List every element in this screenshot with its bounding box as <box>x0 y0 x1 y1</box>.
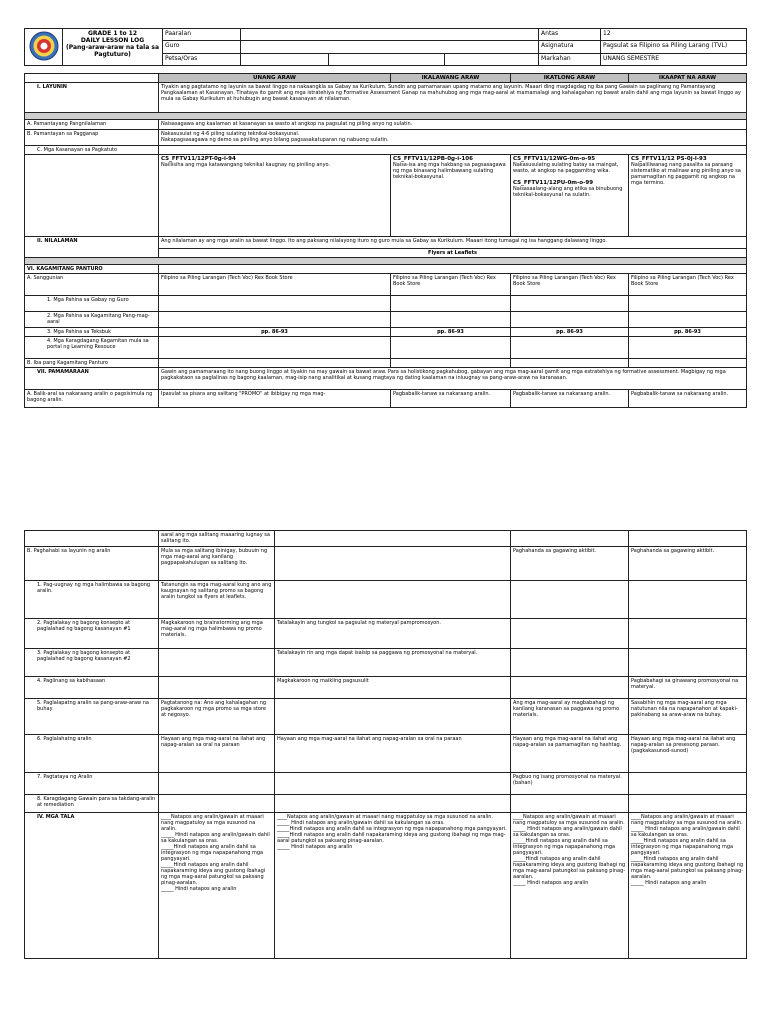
layunin-label: I. LAYUNIN <box>25 83 159 113</box>
kasanayan-row <box>25 155 747 237</box>
kasanayan-code-3b: CS_FFTV11/12PU-0m-o-99 <box>513 180 594 186</box>
pag-uugnay-label: 1. Pag-uugnay ng mga halimbawa sa bagong aralin. <box>25 581 159 619</box>
pagganap-line-1: Nakasusulat ng 4-6 piling sulating teknikal-bokasyunal. <box>161 131 300 137</box>
field-label-paaralan: Paaralan <box>163 29 241 41</box>
kasanayan-text-3: Nakasusulatng sulating batay sa maingat, wasto, at angkop na paggamitng wika. <box>513 162 619 174</box>
kasanayan-text-3b: Naisasaalang-alang ang etika sa binubuong teknikal-bokasyunal na sulatin. <box>513 186 623 198</box>
field-value-petsa-1[interactable] <box>241 53 329 65</box>
field-value-antas[interactable]: 12 <box>601 29 747 41</box>
balik-aral-cell-2: Pagbabalik-tanaw sa nakaraang aralin. <box>391 390 511 408</box>
paghahabi-cell-4: Paghahanda sa gagawing aktibit. <box>629 547 747 581</box>
layunin-row <box>25 83 747 113</box>
kasanayan-text-4: Naipaliliwanag nang pasalita sa paraang sistematiko at malinaw ang piniling anyo sa pamamagitan ng paggamit ng angkop na mga termino. <box>631 162 741 186</box>
teksbuk-cell-4: pp. 86-93 <box>629 328 747 337</box>
grey-spacer-1 <box>25 113 747 120</box>
kasanayan-cell-1 <box>159 155 391 237</box>
day-header-row <box>25 74 747 83</box>
karagdagang-kagamitan-row <box>25 337 747 359</box>
karagdagang-kagamitan-label: 4. Mga Karagdagang Kagamitan mula sa portal ng Learning Resouce <box>25 337 159 359</box>
kasanayan-code-1: CS_FFTV11/12PT-0g-i-94 <box>161 156 236 162</box>
pahina-kagamitang-row <box>25 312 747 328</box>
kasanayan-text-1: Nailiisiha ang mga katawangang teknikal kaugnay ng piniling anyo. <box>161 162 331 168</box>
pamamaraan-text: Gawin ang pamamaraang ito nang buong linggo at tiyakin na may gawain sa bawat araw. Para sa holistikong pagkahubog, gabayan ang mga mag-aaral gamit ang mga estratehiya ng formative assessment. Magbigay ng mga pagkakataon sa paglalinas ng bagong kaalaman, mag-isip nang analitikal at kusang magtaya ng dating kaalaman na iniuugnay sa pang-araw-araw na karanasan. <box>159 368 747 390</box>
pagtalakay-2-cell-2: Tatalakayin rin ang mga dapat isaisip sa paggawa ng promosyonal na materyal. <box>275 649 511 677</box>
teksbuk-cell-2: pp. 86-93 <box>391 328 511 337</box>
kasanayan-code-2: CS_FFTV11/12PB-0g-i-106 <box>393 156 473 162</box>
day-header-1: UNANG ARAW <box>159 74 391 83</box>
paglalapat-cell-1: Pagtatanong na: Ano ang kahalagahan ng pagkakaroon ng mga promo sa mga store at negosyo. <box>159 699 275 735</box>
continued-row <box>25 531 747 547</box>
sanggunian-cell-3: Filipino sa Piling Larangan (Tech Voc) Rex Book Store <box>511 274 629 296</box>
iba-pang-label: B. Iba pang Kagamitang Panturo <box>25 359 159 368</box>
paglinang-cell-4: Pagbabahagi sa ginawang promosyonal na materyal. <box>629 677 747 699</box>
field-value-asignatura[interactable]: Pagsulat sa Filipino sa Piling Larang (TVL) <box>601 41 747 53</box>
paghahabi-cell-1: Mula sa mga salitang ibinigay, bubuuin ng mga mag-aaral ang kanilang pagpapakahulugan sa salitang ito. <box>159 547 275 581</box>
sanggunian-row <box>25 274 747 296</box>
sanggunian-cell-1: Filipino sa Piling Larangan (Tech Voc) Rex Book Store <box>159 274 391 296</box>
paglalahat-cell-3: Hayaan ang mga mag-aaral na ilahat ang napag-aralan sa pamamagitan ng hashtag. <box>511 735 629 773</box>
field-label-antas: Antas <box>539 29 601 41</box>
sanggunian-cell-2: Filipino sa Piling Larangan (Tech Voc) Rex Book Store <box>391 274 511 296</box>
paglalapat-cell-3: Ang mga mag-aaral ay magbabahagi ng kanilang karanasan sa paggawa ng promo materials. <box>511 699 629 735</box>
paglalahat-cell-4: Hayaan ang mga mag-aaral na ilahat ang napag-aralan sa presesong paraan. (pagkakasunod-sunod) <box>629 735 747 773</box>
field-label-guro: Guro <box>163 41 241 53</box>
mga-tala-cell-1: ____Natapos ang aralin/gawain at maaari nang magpatuloy sa mga susunod na aralin. _____ Hindi natapos ang aralin/gawain dahil sa kakulangan sa oras. _____Hindi natapos ang aralin dahil sa integrasyon ng mga napapanahong mga pangyayari. _____Hindi natapos ang aralin dahil napakaraming ideya ang gustong ibahagi ng mga mag-aaral patungkol sa paksang pinag-aaralan. _____ Hindi natapos ang aralin <box>159 813 275 959</box>
karagdagang-gawain-label: 8. Karagdagang Gawain para sa takdang-aralin at remediation <box>25 795 159 813</box>
day-header-4: IKAAPAT NA ARAW <box>629 74 747 83</box>
deped-seal-logo <box>25 29 63 66</box>
pamantayan-pagganap-row <box>25 130 747 146</box>
field-value-markahan[interactable]: UNANG SEMESTRE <box>601 53 747 65</box>
pahina-kagamitang-label: 2. Mga Pahina sa Kagamitang Pang-mag-aaral <box>25 312 159 328</box>
field-value-paaralan[interactable] <box>241 29 539 41</box>
balik-aral-cell-1: Ipasulat sa pisara ang salitang "PROMO" at ibibigay ng mga mag- <box>159 390 391 408</box>
kasanayan-cell-2 <box>391 155 511 237</box>
mga-tala-label: IV. MGA TALA <box>25 813 159 959</box>
pahina-teksbuk-label: 3. Mga Pahina sa Teksbuk <box>25 328 159 337</box>
lesson-table-page2 <box>24 530 747 959</box>
lesson-table-page1 <box>24 73 747 408</box>
header-table <box>24 28 747 66</box>
pagtataya-cell-3: Pagbuo ng isang promosyonal na materyal. (bahan) <box>511 773 629 795</box>
log-subtitle: (Pang-araw-araw na tala sa Pagtuturo) <box>65 44 159 58</box>
kasanayan-code-3: CS_FFTV11/12WG-0m-o-95 <box>513 156 596 162</box>
teksbuk-cell-3: pp. 86-93 <box>511 328 629 337</box>
mga-tala-cell-2: ____Natapos ang aralin/gawain at maaari nang magpatuloy sa mga susunod na aralin. _____ Hindi natapos ang aralin/gawain dahil sa kakulangan sa oras. _____Hindi natapos ang aralin dahil sa integrasyon ng mga napapanahong mga pangyayari. _____Hindi natapos ang aralin dahil napakaraming ideya ang gustong ibahagi ng mga mag-aaral patungkol sa paksang pinag-aaralan. _____ Hindi natapos ang aralin <box>275 813 511 959</box>
sanggunian-label: A. Sanggunian <box>25 274 159 296</box>
pag-uugnay-cell-1: Tatanungin sa mga mag-aaral kung ano ang kaugnayan ng salitang promo sa bagong aralin tungkol sa flyers at leaflets. <box>159 581 275 619</box>
teksbuk-cell-1: pp. 86-93 <box>159 328 391 337</box>
field-label-markahan: Markahan <box>539 53 601 65</box>
pagtalakay-1-cell-1: Magkakaroon ng brainstorming ang mga mag-aaral ng mga halimbawa ng promo materials. <box>159 619 275 649</box>
log-title: DAILY LESSON LOG <box>80 37 145 44</box>
paglinang-cell-2: Magkakaroon ng maikling pagsusulit <box>275 677 511 699</box>
seal-icon <box>29 31 59 61</box>
day-header-3: IKATLONG ARAW <box>511 74 629 83</box>
paghahabi-cell-2 <box>275 547 511 581</box>
dll-page-2 <box>24 530 746 980</box>
nilalaman-label: II. NILALAMAN <box>25 237 159 258</box>
balik-aral-cell-4: Pagbabalik-tanaw sa nakaraang aralin. <box>629 390 747 408</box>
pamantayan-pangnilalaman-text: Naisasagawa ang kaalaman at kasanayan sa wasto at angkop na pagsulat ng piling anyo ng sulatin. <box>159 120 747 130</box>
kasanayan-cell-4 <box>629 155 747 237</box>
pagtataya-label: 7. Pagtataya ng Aralin <box>25 773 159 795</box>
paghahabi-cell-3: Paghahanda sa gagawing aktibit. <box>511 547 629 581</box>
pahina-teksbuk-row <box>25 328 747 337</box>
mga-tala-cell-3: ____Natapos ang aralin/gawain at maaari nang magpatuloy sa mga susunod na aralin. _____ Hindi natapos ang aralin/gawain dahil sa kakulangan sa oras. _____Hindi natapos ang aralin dahil sa integrasyon ng mga napapanahong mga pangyayari. _____Hindi natapos ang aralin dahil napakaraming ideya ang gustong ibahagi ng mga mag-aaral patungkol sa paksang pinag-aaralan. _____ Hindi natapos ang aralin <box>511 813 629 959</box>
paglinang-label: 4. Paglinang sa kabihasaan <box>25 677 159 699</box>
iba-pang-row <box>25 359 747 368</box>
nilalaman-topic: Flyers at Leaflets <box>159 249 747 258</box>
pagtalakay-2-label: 3. Pagtalakay ng bagong konsepto at paglalahad ng bagong kasanayan #2 <box>25 649 159 677</box>
continued-cell-1: aaral ang mga salitang maaaring iugnay sa salitang ito. <box>159 531 275 547</box>
pamamaraan-label: VII. PAMAMARAAN <box>25 368 159 390</box>
paglalapat-label: 5. Paglalapatng aralin sa pang-araw-araw na buhay <box>25 699 159 735</box>
sanggunian-cell-4: Filipino sa Piling Larangan (Tech Voc) Rex Book Store <box>629 274 747 296</box>
pagganap-line-2: Nakapagsasagawa ng demo sa piniling anyo bilang pagsasakatuparan ng nabuong sulatin. <box>161 137 389 143</box>
kagamitang-label: VI. KAGAMITANG PANTURO <box>25 265 159 274</box>
paglinang-row <box>25 677 747 699</box>
grey-spacer-2 <box>25 258 747 265</box>
paglalapat-row <box>25 699 747 735</box>
field-label-petsa: Petsa/Oras <box>163 53 241 65</box>
paglalahat-row <box>25 735 747 773</box>
dll-page-1 <box>24 28 746 454</box>
pamamaraan-row <box>25 368 747 390</box>
kasanayan-code-4: CS_FFTV11/12 PS-0j-l-93 <box>631 156 707 162</box>
paghahabi-row <box>25 547 747 581</box>
field-label-asignatura: Asignatura <box>539 41 601 53</box>
karagdagang-gawain-row <box>25 795 747 813</box>
kasanayan-label-row <box>25 146 747 155</box>
paghahabi-label: B. Paghahabi sa layunin ng aralin <box>25 547 159 581</box>
nilalaman-text: Ang nilalaman ay ang mga aralin sa bawat linggo. Ito ang paksang nilalayong ituro ng guro mula sa Gabay sa Kurikulum. Maaari itong tumagal ng isa hanggang dalawang linggo. <box>159 237 747 249</box>
field-value-guro[interactable] <box>241 41 539 53</box>
pag-uugnay-row <box>25 581 747 619</box>
day-header-2: IKALAWANG ARAW <box>391 74 511 83</box>
paglalapat-cell-4: Sasabihin ng mga mag-aaral ang mga natutunan nila na napapanahon at kapaki-pakinabang sa araw-araw na buhay. <box>629 699 747 735</box>
pamantayan-pangnilalaman-label: A. Pamantayang Pangnilalaman <box>25 120 159 130</box>
mga-tala-cell-4: ____Natapos ang aralin/gawain at maaari nang magpatuloy sa mga susunod na aralin. _____ Hindi natapos ang aralin/gawain dahil sa kakulangan sa oras. _____Hindi natapos ang aralin dahil sa integrasyon ng mga napapanahong mga pangyayari. _____Hindi natapos ang aralin dahil napakaraming ideya ang gustong ibahagi ng mga mag-aaral patungkol sa paksang pinag-aaralan. _____ Hindi natapos ang aralin <box>629 813 747 959</box>
kagamitang-row <box>25 265 747 274</box>
layunin-text: Tiyakin ang pagtatamo ng layunin sa bawat linggo na nakaangkla sa Gabay sa Kurikulum. Sundin ang pamamaraan upang matamo ang layunin. Maaari ding magdagdag ng iba pang Gawain sa paglinang ng Pamantayang Pangkaalaman at Kasanayan. Tinataya ito gamit ang mga istratehiya ng Formative Assessment Ganap na mahuhubog ang mga mag-aaral at mamamalagi ang kahalagahan ng bawat aralin dahil ang mga layunin sa bawat linggo ay mula sa Gabay Kurikulum at huhubugin ang bawat kasanayan at nilalaman. <box>159 83 747 113</box>
grade-title: GRADE 1 to 12 <box>87 30 138 37</box>
field-value-petsa-3[interactable] <box>445 53 539 65</box>
pagtalakay-1-cell-2: Tatalakayin ang tungkol sa pagsulat ng materyal pampromosyon. <box>275 619 511 649</box>
pagtalakay-1-row <box>25 619 747 649</box>
dll-title-block <box>63 29 163 66</box>
kasanayan-label: C. Mga Kasanayan sa Pagkatuto <box>25 146 159 155</box>
paglalahat-cell-2: Hayaan ang mga mag-aaral na ilahat ang napag-aralan sa oral na paraan <box>275 735 511 773</box>
balik-aral-row <box>25 390 747 408</box>
mga-tala-row <box>25 813 747 959</box>
balik-aral-label: A. Balik-aral sa nakaraang aralin o pagsisimula ng bagong aralin. <box>25 390 159 408</box>
pagtalakay-2-row <box>25 649 747 677</box>
pagtataya-row <box>25 773 747 795</box>
pamantayan-pangnilalaman-row <box>25 120 747 130</box>
kasanayan-cell-3 <box>511 155 629 237</box>
pahina-gabay-label: 1. Mga Pahina sa Gabay ng Guro <box>25 296 159 312</box>
pagtalakay-1-label: 2. Pagtalakay ng bagong konsepto at paglalahad ng bagong kasanayan #1 <box>25 619 159 649</box>
kasanayan-text-2: Naisa-isa ang mga hakbang sa pagsasagawa ng mga binasang halimbawang sulating teknikal-bokasyunal. <box>393 162 506 180</box>
balik-aral-cell-3: Pagbabalik-tanaw sa nakaraang aralin. <box>511 390 629 408</box>
paglalahat-label: 6. Paglalahatng aralin <box>25 735 159 773</box>
pahina-gabay-row <box>25 296 747 312</box>
nilalaman-row <box>25 237 747 249</box>
paglalahat-cell-1: Hayaan ang mga mag-aaral na ilahat ang napag-aralan sa oral na paraan <box>159 735 275 773</box>
pamantayan-pagganap-label: B. Pamantayan sa Pagganap <box>25 130 159 146</box>
field-value-petsa-2[interactable] <box>329 53 445 65</box>
